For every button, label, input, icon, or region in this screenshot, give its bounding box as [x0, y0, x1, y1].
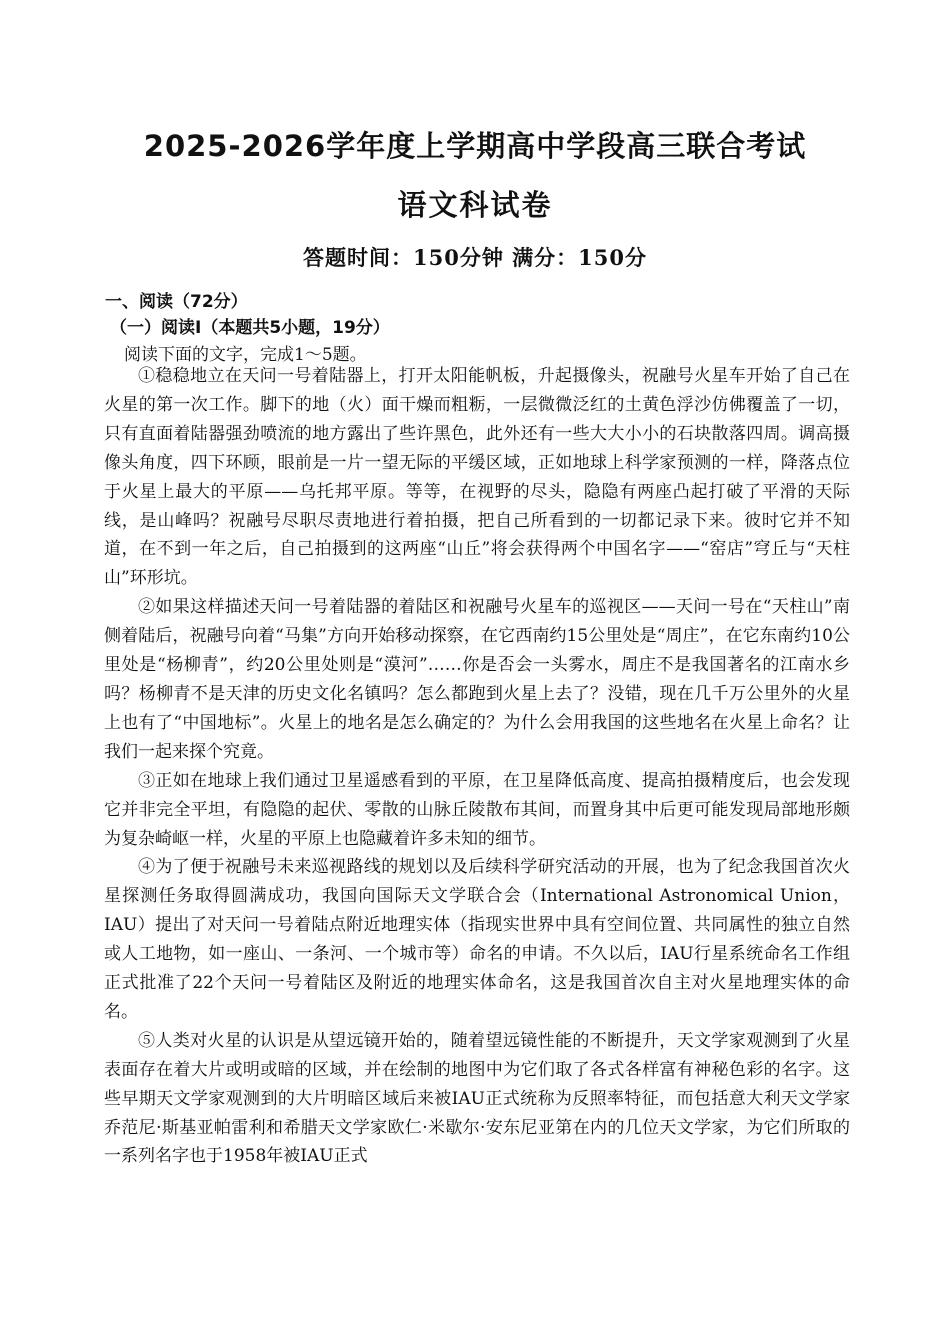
- section-heading: 一、阅读（72分）: [105, 292, 248, 312]
- sub-section-heading: （一）阅读I（本题共5小题，19分）: [110, 318, 390, 338]
- exam-subject-title: 语文科试卷: [397, 188, 553, 222]
- passage-paragraph-5: ⑤人类对火星的认识是从望远镜开始的，随着望远镜性能的不断提升，天文学家观测到了火星表面存在着大片或明或暗的区域，并在绘制的地图中为它们取了各式各样富有神秘色彩的名字。这些早期天文学家观测到的大片明暗区域后来被IAU正式统称为反照率特征，而包括意大利天文学家乔范尼·斯基亚帕雷利和希腊天文学家欧仁·米歇尔·安东尼亚第在内的几位天文学家，为它们所取的一系列名字也于1958年被IAU正式: [104, 1030, 850, 1167]
- passage-paragraph-3: ③正如在地球上我们通过卫星遥感看到的平原，在卫星降低高度、提高拍摄精度后，也会发现它并非完全平坦，有隐隐的起伏、零散的山脉丘陵散布其间，而置身其中后更可能发现局部地形颇为复杂崎岖一样，火星的平原上也隐藏着许多未知的细节。: [104, 770, 850, 849]
- passage-paragraph-4: ④为了便于祝融号未来巡视路线的规划以及后续科学研究活动的开展，也为了纪念我国首次火星探测任务取得圆满成功，我国向国际天文学联合会（International Astronomical Union，IAU）提出了对天问一号着陆点附近地理实体（指现实世界中具有空间位置、共同属性的独立自然或人工地物，如一座山、一条河、一个城市等）命名的申请。不久以后，IAU行星系统命名工作组正式批准了22个天问一号着陆区及附近的地理实体命名，这是我国首次自主对火星地理实体的命名。: [104, 857, 850, 1022]
- reading-passage: [104, 362, 850, 1171]
- reading-instruction: 阅读下面的文字，完成1～5题。: [124, 345, 367, 365]
- exam-title: 2025-2026学年度上学期高中学段高三联合考试: [143, 129, 807, 163]
- passage-paragraph-1: ①稳稳地立在天问一号着陆器上，打开太阳能帆板，升起摄像头，祝融号火星车开始了自己在火星的第一次工作。脚下的地（火）面干燥而粗粝，一层微微泛红的土黄色浮沙仿佛覆盖了一切，只有直面着陆器强劲喷流的地方露出了些许黑色，此外还有一些大大小小的石块散落四周。调高摄像头角度，四下环顾，眼前是一片一望无际的平缓区域，正如地球上科学家预测的一样，降落点位于火星上最大的平原——乌托邦平原。等等，在视野的尽头，隐隐有两座凸起打破了平滑的天际线，是山峰吗？祝融号尽职尽责地进行着拍摄，把自己所看到的一切都记录下来。彼时它并不知道，在不到一年之后，自己拍摄到的这两座“山丘”将会获得两个中国名字——“窑店”穹丘与“天柱山”环形坑。: [104, 366, 850, 589]
- exam-time-score: 答题时间：150分钟 满分：150分: [303, 245, 647, 270]
- passage-paragraph-2: ②如果这样描述天问一号着陆器的着陆区和祝融号火星车的巡视区——天问一号在“天柱山”南侧着陆后，祝融号向着“马集”方向开始移动探察，在它西南约15公里处是“周庄”，在它东南约10公里处是“杨柳青”，约20公里处则是“漠河”……你是否会一头雾水，周庄不是我国著名的江南水乡吗？杨柳青不是天津的历史文化名镇吗？怎么都跑到火星上去了？没错，现在几千万公里外的火星上也有了“中国地标”。火星上的地名是怎么确定的？为什么会用我国的这些地名在火星上命名？让我们一起来探个究竟。: [104, 597, 850, 762]
